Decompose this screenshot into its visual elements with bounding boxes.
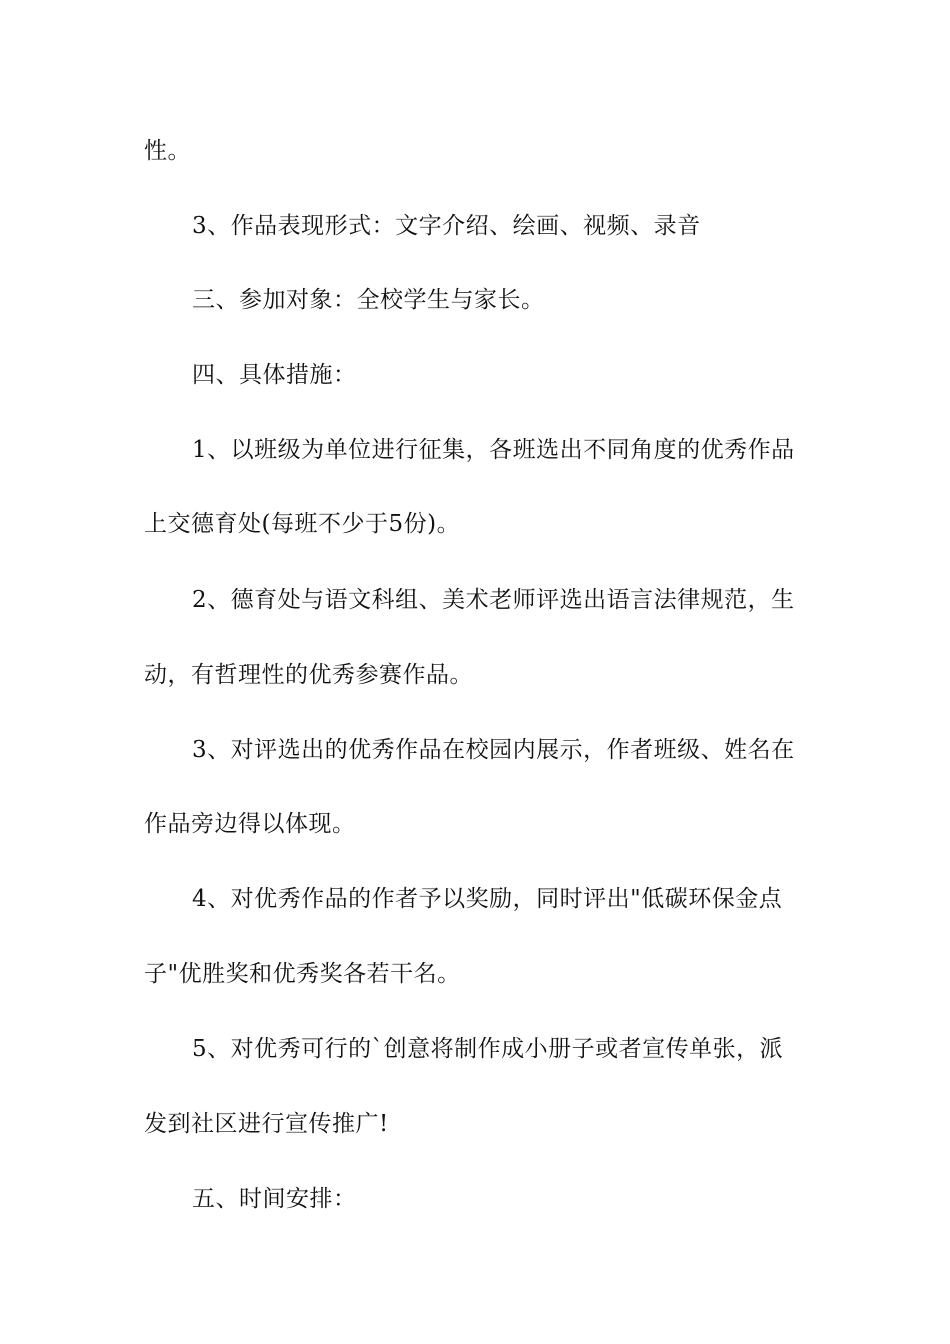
text-line: 3、作品表现形式：文字介绍、绘画、视频、录音	[192, 213, 701, 239]
text-line: 3、对评选出的优秀作品在校园内展示，作者班级、姓名在	[192, 737, 795, 763]
text-line: 发到社区进行宣传推广!	[144, 1111, 389, 1137]
text-line: 子"优胜奖和优秀奖各若干名。	[144, 961, 461, 987]
text-line: 动，有哲理性的优秀参赛作品。	[144, 662, 473, 688]
text-line: 2、德育处与语文科组、美术老师评选出语言法律规范，生	[192, 587, 795, 613]
text-line: 性。	[144, 138, 191, 164]
text-line: 作品旁边得以体现。	[144, 811, 356, 837]
text-line: 五、时间安排：	[192, 1186, 357, 1212]
text-line: 四、具体措施：	[192, 362, 357, 388]
text-line: 1、以班级为单位进行征集，各班选出不同角度的优秀作品	[192, 437, 795, 463]
text-line: 上交德育处(每班不少于5份)。	[144, 511, 461, 537]
text-line: 三、参加对象：全校学生与家长。	[192, 287, 545, 313]
text-line: 4、对优秀作品的作者予以奖励，同时评出"低碳环保金点	[192, 886, 783, 912]
text-line: 5、对优秀可行的`创意将制作成小册子或者宣传单张，派	[192, 1036, 784, 1062]
